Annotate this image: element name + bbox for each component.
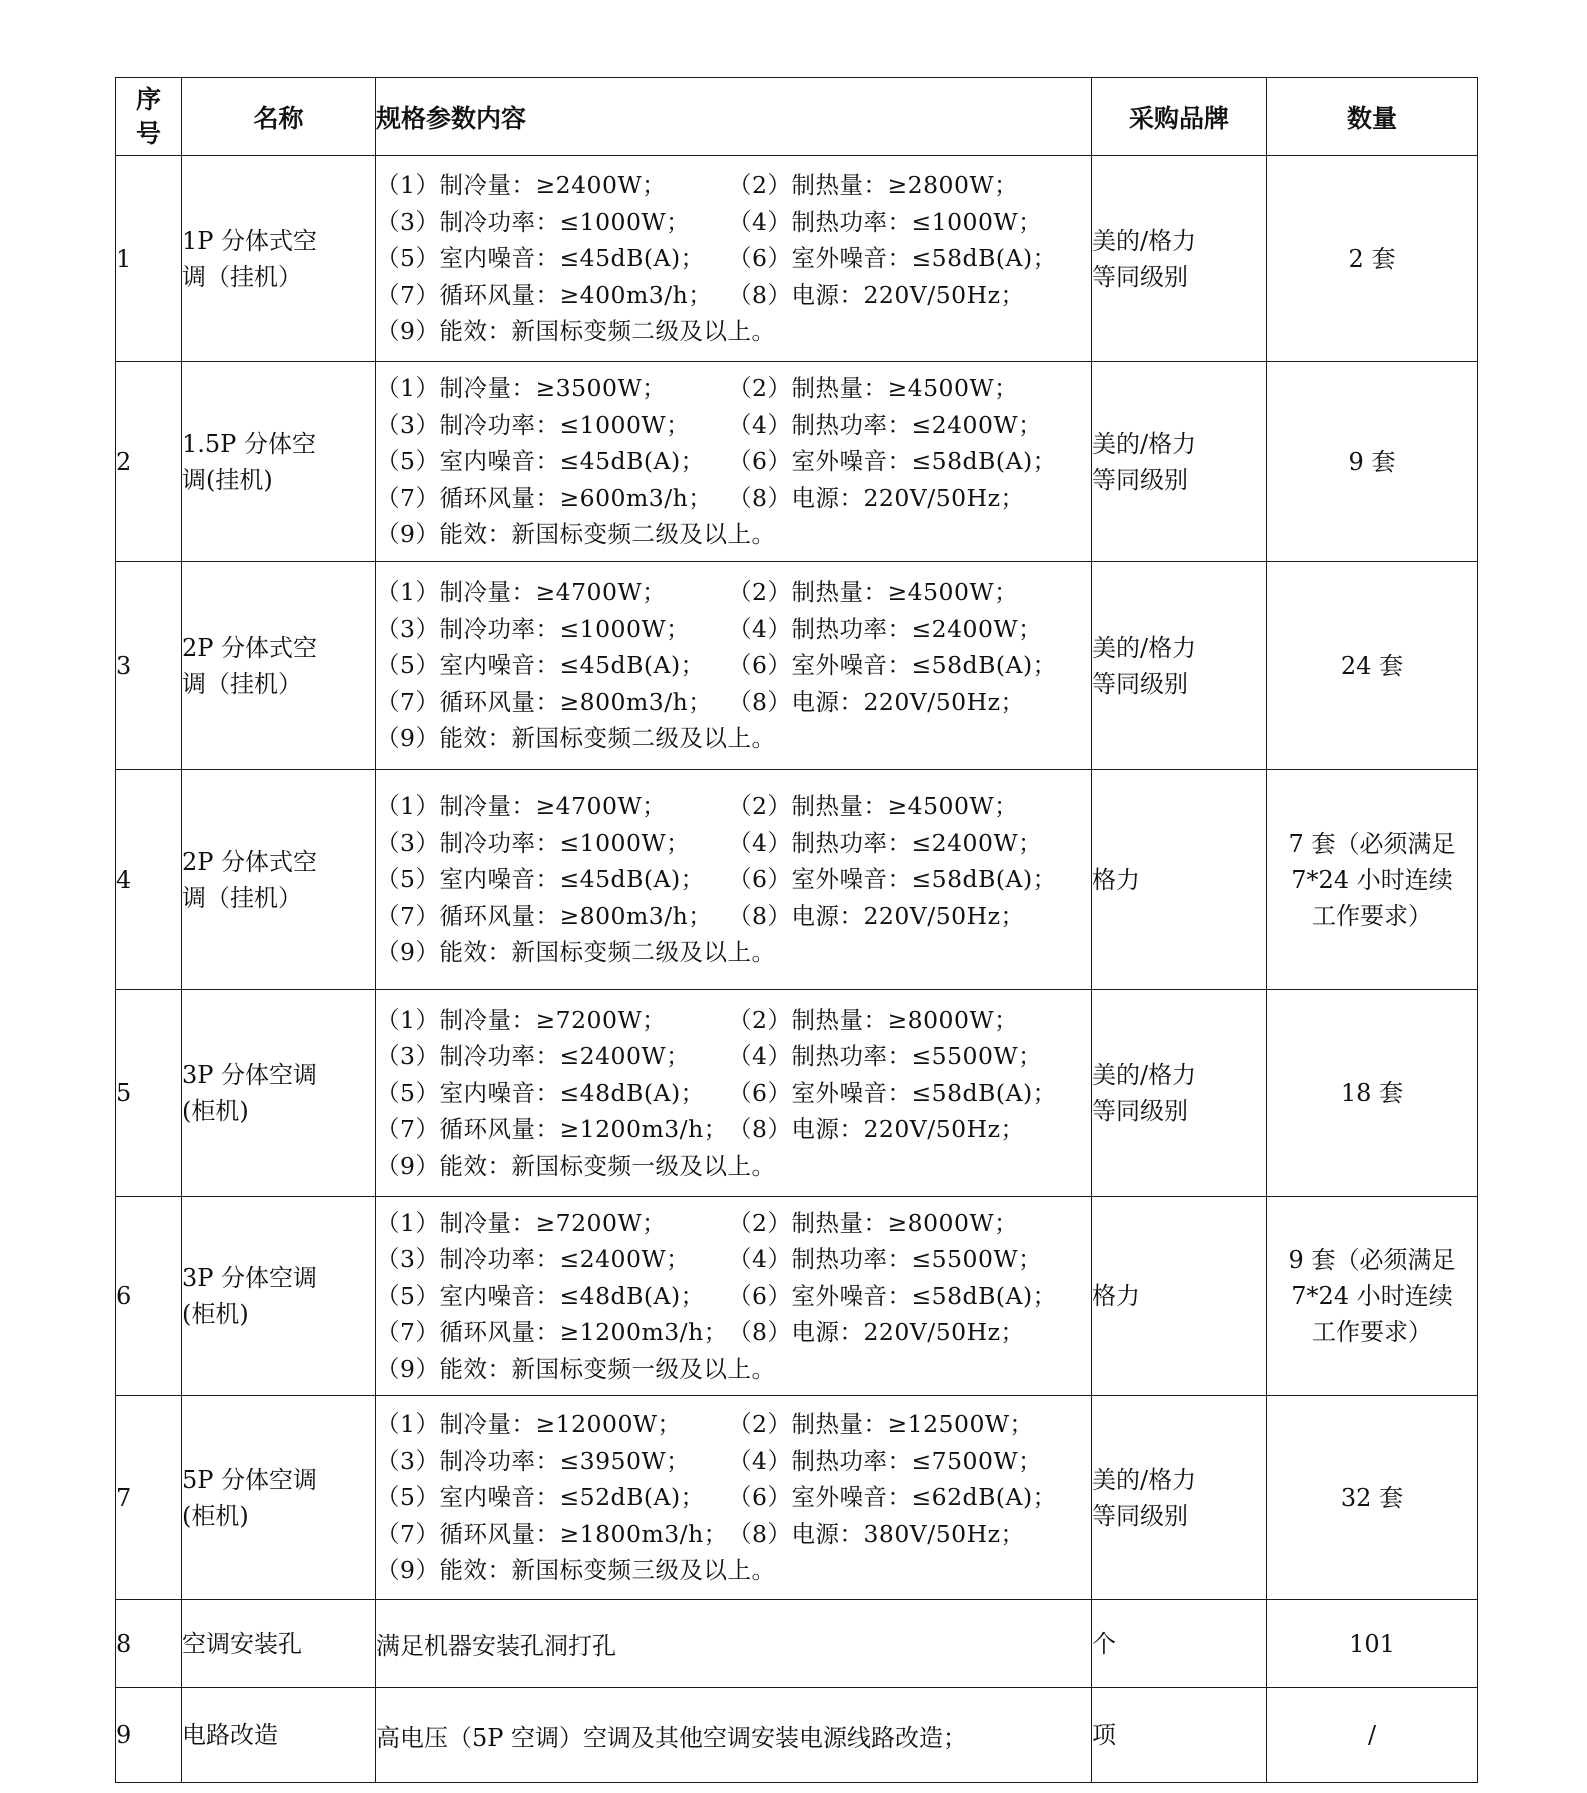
name-line: 调（挂机） [182,262,302,291]
cell-qty: / [1267,1688,1478,1783]
cell-brand [1092,1396,1267,1600]
name-line: 调(挂机) [182,465,273,494]
cell-spec [376,362,1092,562]
cell-qty [1267,990,1478,1197]
table-row [116,1688,1478,1783]
spec-line [376,1351,1091,1388]
spec-item: （2）制热量：≥4500W； [728,792,1019,821]
spec-item: （3）制冷功率：≤1000W； [376,828,691,857]
name-line: 2P 分体式空 [182,847,318,876]
header-qty: 数量 [1267,78,1478,156]
spec-line [376,611,1091,648]
cell-no: 6 [116,1197,182,1396]
qty-line: 9 套（必须满足 [1288,1246,1456,1274]
qty-line: 24 套 [1340,651,1404,680]
brand-line: 格力 [1092,1282,1140,1310]
spec-item: （6）室外噪音：≤58dB(A)； [728,1281,1057,1310]
table-row [116,990,1478,1197]
spec-line [376,1552,1091,1589]
cell-name [182,362,376,562]
qty-line: 7*24 小时连续 [1291,865,1453,894]
cell-spec [376,1197,1092,1396]
spec-line [376,1148,1091,1185]
qty-line: 9 套 [1348,447,1396,476]
spec-item: （6）室外噪音：≤62dB(A)； [728,1483,1057,1512]
cell-no: 1 [116,156,182,362]
cell-spec [376,156,1092,362]
name-line: 调（挂机） [182,669,302,698]
spec-item: （3）制冷功率：≤1000W； [376,207,691,236]
cell-no: 9 [116,1688,182,1783]
spec-line [376,167,1091,204]
spec-line [376,1075,1091,1112]
spec-item: （8）电源：220V/50Hz； [728,1318,1025,1347]
cell-name [182,770,376,990]
spec-line [376,1314,1091,1351]
spec-item: （1）制冷量：≥4700W； [376,578,667,607]
spec-item: （9）能效：新国标变频二级及以上。 [376,520,776,549]
cell-name [182,156,376,362]
qty-line: 工作要求） [1312,901,1432,930]
name-line: (柜机) [182,1300,249,1328]
spec-line [376,574,1091,611]
spec-line [376,313,1091,350]
cell-name [182,1396,376,1600]
spec-item: （5）室内噪音：≤48dB(A)； [376,1078,705,1107]
qty-line: 7*24 小时连续 [1291,1282,1453,1310]
cell-qty [1267,770,1478,990]
qty-line: 32 套 [1340,1483,1404,1512]
cell-no: 4 [116,770,182,990]
spec-item: （1）制冷量：≥3500W； [376,374,667,403]
spec-item: （6）室外噪音：≤58dB(A)； [728,244,1057,273]
spec-item: （1）制冷量：≥7200W； [376,1005,667,1034]
cell-qty [1267,562,1478,770]
cell-brand [1092,770,1267,990]
header-brand: 采购品牌 [1092,78,1267,156]
table-row [116,770,1478,990]
cell-qty: 101 [1267,1600,1478,1688]
brand-line: 美的/格力 [1092,429,1197,458]
cell-brand [1092,362,1267,562]
header-name: 名称 [182,78,376,156]
spec-item: （8）电源：220V/50Hz； [728,687,1025,716]
cell-spec [376,770,1092,990]
spec-item: （9）能效：新国标变频二级及以上。 [376,938,776,967]
table-body [116,156,1478,1783]
cell-brand [1092,156,1267,362]
spec-item: （9）能效：新国标变频二级及以上。 [376,724,776,753]
spec-line [376,647,1091,684]
cell-brand: 个 [1092,1600,1267,1688]
table-row [116,1396,1478,1600]
spec-line [376,788,1091,825]
spec-item: （4）制热功率：≤2400W； [728,614,1043,643]
cell-no: 8 [116,1600,182,1688]
header-no [116,78,182,156]
qty-line: 工作要求） [1312,1318,1432,1346]
spec-item: （7）循环风量：≥1200m3/h； [376,1318,728,1347]
cell-spec [376,562,1092,770]
spec-item: （5）室内噪音：≤48dB(A)； [376,1281,705,1310]
spec-line [376,934,1091,971]
spec-item: （9）能效：新国标变频三级及以上。 [376,1556,776,1585]
spec-item: （9）能效：新国标变频二级及以上。 [376,317,776,346]
cell-no: 5 [116,990,182,1197]
spec-item: （4）制热功率：≤7500W； [728,1446,1043,1475]
spec-item: （2）制热量：≥8000W； [728,1208,1019,1237]
spec-line [376,684,1091,721]
name-line: (柜机) [182,1097,249,1125]
spec-item: （8）电源：220V/50Hz； [728,901,1025,930]
cell-brand [1092,562,1267,770]
table-row [116,1600,1478,1688]
table-row [116,156,1478,362]
spec-line [376,1278,1091,1315]
spec-line [376,204,1091,241]
cell-brand: 项 [1092,1688,1267,1783]
spec-line [376,1443,1091,1480]
brand-line: 等同级别 [1092,1097,1188,1125]
spec-item: （2）制热量：≥8000W； [728,1005,1019,1034]
cell-no: 7 [116,1396,182,1600]
qty-line: 2 套 [1348,244,1396,273]
spec-item: （1）制冷量：≥4700W； [376,792,667,821]
qty-line: 7 套（必须满足 [1288,829,1456,858]
header-no-line2: 号 [135,118,161,148]
spec-line [376,1479,1091,1516]
name-line: 1P 分体式空 [182,226,318,255]
spec-item: （6）室外噪音：≤58dB(A)； [728,865,1057,894]
spec-item: （1）制冷量：≥7200W； [376,1208,667,1237]
brand-line: 美的/格力 [1092,633,1197,662]
spec-item: （7）循环风量：≥1800m3/h； [376,1519,728,1548]
name-line: 2P 分体式空 [182,633,318,662]
spec-item: （3）制冷功率：≤1000W； [376,614,691,643]
spec-line [376,407,1091,444]
spec-item: （7）循环风量：≥800m3/h； [376,901,713,930]
spec-item: （1）制冷量：≥2400W； [376,171,667,200]
cell-brand [1092,1197,1267,1396]
name-line: 调（挂机） [182,883,302,912]
spec-line [376,1205,1091,1242]
table-row [116,562,1478,770]
cell-name [182,562,376,770]
cell-spec [376,990,1092,1197]
spec-item: （2）制热量：≥4500W； [728,374,1019,403]
cell-spec: 满足机器安装孔洞打孔 [376,1600,1092,1688]
qty-line: 18 套 [1340,1079,1404,1107]
spec-line [376,1406,1091,1443]
spec-item: （4）制热功率：≤2400W； [728,828,1043,857]
brand-line: 等同级别 [1092,1501,1188,1530]
spec-line [376,898,1091,935]
brand-line: 等同级别 [1092,262,1188,291]
spec-item: （8）电源：220V/50Hz； [728,483,1025,512]
name-line: 5P 分体空调 [182,1465,318,1494]
spec-line [376,1241,1091,1278]
spec-item: （3）制冷功率：≤1000W； [376,410,691,439]
cell-qty [1267,362,1478,562]
spec-item: （6）室外噪音：≤58dB(A)； [728,447,1057,476]
table-row [116,1197,1478,1396]
table-row [116,362,1478,562]
spec-item: （5）室内噪音：≤45dB(A)； [376,244,705,273]
brand-line: 美的/格力 [1092,226,1197,255]
spec-item: （4）制热功率：≤5500W； [728,1042,1043,1071]
spec-item: （4）制热功率：≤5500W； [728,1245,1043,1274]
spec-item: （9）能效：新国标变频一级及以上。 [376,1354,776,1383]
spec-item: （8）电源：220V/50Hz； [728,1115,1025,1144]
brand-line: 格力 [1092,865,1140,894]
spec-item: （1）制冷量：≥12000W； [376,1410,682,1439]
spec-item: （4）制热功率：≤1000W； [728,207,1043,236]
spec-line [376,1516,1091,1553]
spec-line [376,825,1091,862]
spec-item: （3）制冷功率：≤2400W； [376,1042,691,1071]
name-line: 3P 分体空调 [182,1061,318,1089]
cell-spec: 高电压（5P 空调）空调及其他空调安装电源线路改造； [376,1688,1092,1783]
spec-item: （2）制热量：≥2800W； [728,171,1019,200]
cell-name: 空调安装孔 [182,1600,376,1688]
spec-item: （3）制冷功率：≤3950W； [376,1446,691,1475]
brand-line: 美的/格力 [1092,1061,1197,1089]
cell-name [182,990,376,1197]
cell-no: 2 [116,362,182,562]
spec-line [376,443,1091,480]
cell-no: 3 [116,562,182,770]
spec-line [376,370,1091,407]
cell-qty [1267,156,1478,362]
procurement-table [115,77,1478,1783]
cell-qty [1267,1396,1478,1600]
name-line: (柜机) [182,1501,249,1530]
header-no-line1: 序 [135,84,161,114]
spec-item: （5）室内噪音：≤45dB(A)； [376,651,705,680]
spec-line [376,861,1091,898]
spec-item: （5）室内噪音：≤52dB(A)； [376,1483,705,1512]
name-line: 3P 分体空调 [182,1264,318,1292]
spec-item: （7）循环风量：≥1200m3/h； [376,1115,728,1144]
spec-item: （6）室外噪音：≤58dB(A)； [728,1078,1057,1107]
spec-item: （6）室外噪音：≤58dB(A)； [728,651,1057,680]
spec-item: （8）电源：220V/50Hz； [728,280,1025,309]
spec-item: （5）室内噪音：≤45dB(A)； [376,865,705,894]
spec-line [376,1111,1091,1148]
brand-line: 美的/格力 [1092,1465,1197,1494]
spec-line [376,720,1091,757]
spec-line [376,480,1091,517]
brand-line: 等同级别 [1092,669,1188,698]
brand-line: 等同级别 [1092,465,1188,494]
spec-item: （2）制热量：≥4500W； [728,578,1019,607]
cell-name: 电路改造 [182,1688,376,1783]
cell-name [182,1197,376,1396]
name-line: 1.5P 分体空 [182,429,316,458]
spec-line [376,516,1091,553]
header-spec: 规格参数内容 [376,78,1092,156]
spec-item: （7）循环风量：≥400m3/h； [376,280,713,309]
spec-item: （7）循环风量：≥600m3/h； [376,483,713,512]
header-row [116,78,1478,156]
spec-line [376,277,1091,314]
spec-line [376,1002,1091,1039]
cell-brand [1092,990,1267,1197]
spec-item: （9）能效：新国标变频一级及以上。 [376,1151,776,1180]
cell-qty [1267,1197,1478,1396]
spec-item: （7）循环风量：≥800m3/h； [376,687,713,716]
spec-item: （4）制热功率：≤2400W； [728,410,1043,439]
spec-item: （8）电源：380V/50Hz； [728,1519,1025,1548]
cell-spec [376,1396,1092,1600]
spec-line [376,1038,1091,1075]
spec-item: （3）制冷功率：≤2400W； [376,1245,691,1274]
spec-item: （2）制热量：≥12500W； [728,1410,1034,1439]
spec-line [376,240,1091,277]
spec-item: （5）室内噪音：≤45dB(A)； [376,447,705,476]
